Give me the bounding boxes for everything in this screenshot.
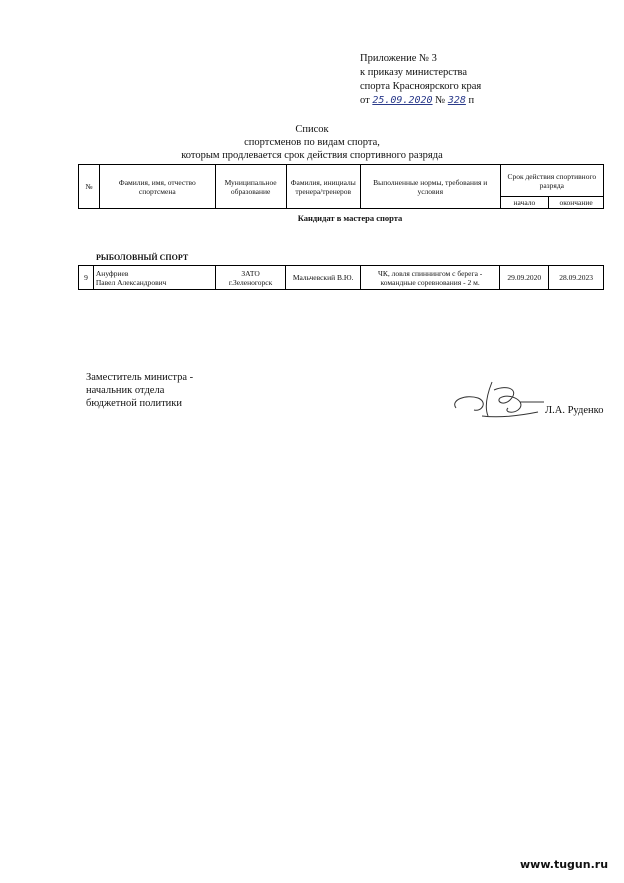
row-coach: Мальчевский В.Ю. xyxy=(286,266,361,290)
appendix-line-1: Приложение № 3 xyxy=(360,53,437,64)
col-num: № xyxy=(79,165,100,209)
col-municipality: Муниципальное образование xyxy=(215,165,286,209)
col-norms: Выполненные нормы, требования и условия xyxy=(360,165,500,209)
col-end: окончание xyxy=(549,197,604,209)
appendix-line-2: к приказу министерства xyxy=(360,67,468,78)
row-municipality xyxy=(215,266,286,290)
title-line-3: которым продлевается срок действия спортивного разряда xyxy=(181,150,443,161)
table-row xyxy=(79,266,604,290)
title-line-1: Список xyxy=(295,124,329,135)
col-validity: Срок действия спортивного разряда xyxy=(500,165,603,197)
order-suffix: п xyxy=(468,95,475,106)
sport-heading: РЫБОЛОВНЫЙ СПОРТ xyxy=(96,253,189,262)
from-label: от xyxy=(360,95,370,106)
appendix-line-3: спорта Красноярского края xyxy=(360,81,482,92)
row-norm-2: командные соревнования - 2 м. xyxy=(380,277,480,287)
row-norm-1: ЧК, ловля спиннингом с берега - xyxy=(378,268,483,278)
row-num: 9 xyxy=(79,266,94,290)
title-line-2: спортсменов по видам спорта, xyxy=(244,137,380,148)
row-end: 28.09.2023 xyxy=(549,266,604,290)
row-start: 29.09.2020 xyxy=(500,266,549,290)
footer-watermark: www.tugun.ru xyxy=(520,858,609,871)
col-start: начало xyxy=(500,197,549,209)
signature-line-2: начальник отдела xyxy=(86,385,165,396)
category-heading: Кандидат в мастера спорта xyxy=(297,213,403,223)
appendix-line-4 xyxy=(360,94,481,108)
row-muni-1: ЗАТО xyxy=(241,268,260,278)
signature-block xyxy=(86,371,193,410)
col-coach: Фамилия, инициалы тренера/тренеров xyxy=(286,165,360,209)
signature-line-1: Заместитель министра - xyxy=(86,372,194,383)
order-date: 25.09.2020 xyxy=(372,95,433,106)
document-title xyxy=(0,123,624,162)
order-number: 328 xyxy=(447,95,466,106)
row-surname: Ануфриев xyxy=(95,268,129,278)
appendix-block xyxy=(360,52,481,108)
signer-name: Л.А. Руденко xyxy=(545,405,604,416)
handwritten-signature xyxy=(448,372,548,422)
row-given: Павел Александрович xyxy=(95,277,167,287)
number-label: № xyxy=(435,95,446,106)
row-norms xyxy=(360,266,499,290)
header-table xyxy=(78,164,604,209)
col-name: Фамилия, имя, отчество спортсмена xyxy=(99,165,215,209)
row-muni-2: г.Зеленогорск xyxy=(228,277,273,287)
row-name xyxy=(93,266,215,290)
signature-line-3: бюджетной политики xyxy=(86,398,182,409)
athlete-table xyxy=(78,265,604,290)
